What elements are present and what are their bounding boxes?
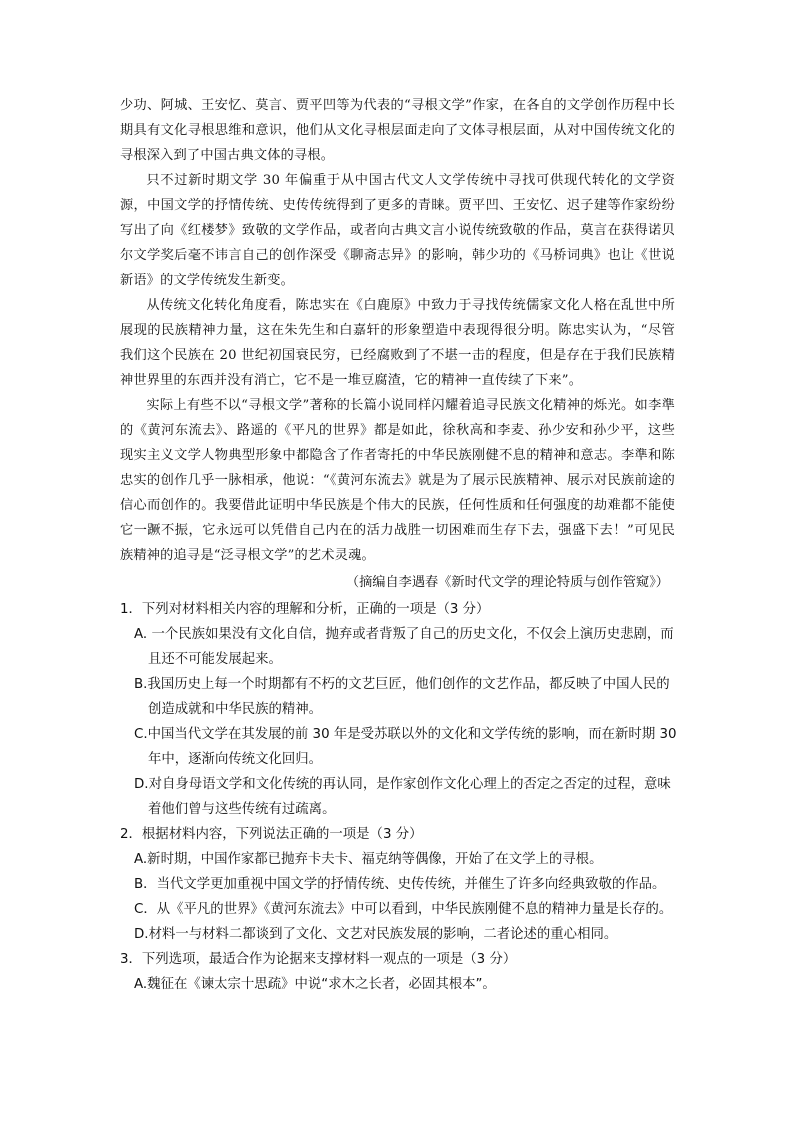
passage-source: （摘编自李遇春《新时代文学的理论特质与创作管窥》） [345,575,669,590]
option-a: A. 一个民族如果没有文化自信，抛弃或者背叛了自己的历史文化，不仅会上演历史悲剧，而且还不可能发展起来。 [134,627,674,667]
passage-paragraph-3: 从传统文化转化角度看，陈忠实在《白鹿原》中致力于寻找传统儒家文化人格在乱世中所展现的民族精神力量，这在朱先生和白嘉轩的形象塑造中表现得很分明。陈忠实认为，“尽管我们这个民族在 20 世纪初国衰民穷，已经腐败到了不堪一击的程度，但是存在于我们民族精神世界里的东西并没有消亡，它不是一堆豆腐渣，它的精神一直传续了下来”。 [120,298,675,388]
option-a: A.魏征在《谏太宗十思疏》中说“求木之长者，必固其根本”。 [134,977,496,992]
question-stem: 2．根据材料内容，下列说法正确的一项是（3 分） [120,827,423,842]
option-d: D.材料一与材料二都谈到了文化、文艺对民族发展的影响，二者论述的重心相同。 [134,927,618,942]
passage-paragraph-2: 只不过新时期文学 30 年偏重于从中国古代文人文学传统中寻找可供现代转化的文学资源，中国文学的抒情传统、史传传统得到了更多的青睐。贾平凹、王安忆、迟子建等作家纷纷写出了向《红楼梦》致敬的文学作品，或者向古典文言小说传统致敬的作品，莫言在获得诺贝尔文学奖后毫不讳言自己的创作深受《聊斋志异》的影响，韩少功的《马桥词典》也让《世说新语》的文学传统发生新变。 [120,173,675,288]
option-d: D.对自身母语文学和文化传统的再认同，是作家创作文化心理上的否定之否定的过程，意味着他们曾与这些传统有过疏离。 [134,777,671,817]
option-c: C．从《平凡的世界》《黄河东流去》中可以看到，中华民族刚健不息的精神力量是长存的。 [134,902,673,917]
question-stem: 3．下列选项，最适合作为论据来支撑材料一观点的一项是（3 分） [120,952,517,967]
option-a: A.新时期，中国作家都已抛弃卡夫卡、福克纳等偶像，开始了在文学上的寻根。 [134,852,603,867]
reading-passage [120,93,675,568]
option-b: B.我国历史上每一个时期都有不朽的文艺巨匠，他们创作的文艺作品，都反映了中国人民的创造成就和中华民族的精神。 [134,677,670,717]
question-3 [120,947,680,997]
option-c: C.中国当代文学在其发展的前 30 年是受苏联以外的文化和文学传统的影响，而在新时期 30 年中，逐渐向传统文化回归。 [134,727,677,767]
passage-paragraph-4: 实际上有些不以“寻根文学”著称的长篇小说同样闪耀着追寻民族文化精神的烁光。如李準的《黄河东流去》、路遥的《平凡的世界》都是如此，徐秋高和李麦、孙少安和孙少平，这些现实主义文学人物典型形象中都隐含了作者寄托的中华民族刚健不息的精神和意志。李準和陈忠实的创作几乎一脉相承，他说：“《黄河东流去》就是为了展示民族精神、展示对民族前途的信心而创作的。我要借此证明中华民族是个伟大的民族，任何性质和任何强度的劫难都不能使它一蹶不振，它永远可以凭借自己内在的活力战胜一切困难而生存下去，强盛下去！”可见民族精神的追寻是“泛寻根文学”的艺术灵魂。 [120,398,675,563]
passage-paragraph-1: 少功、阿城、王安忆、莫言、贾平凹等为代表的“寻根文学”作家，在各自的文学创作历程中长期具有文化寻根思维和意识，他们从文化寻根层面走向了文体寻根层面，从对中国传统文化的寻根深入到了中国古典文体的寻根。 [120,98,675,163]
option-b: B．当代文学更加重视中国文学的抒情传统、史传传统，并催生了许多向经典致敬的作品。 [134,877,666,892]
question-2 [120,822,680,947]
question-1 [120,597,680,822]
question-list [120,597,680,997]
question-stem: 1．下列对材料相关内容的理解和分析，正确的一项是（3 分） [120,602,490,617]
